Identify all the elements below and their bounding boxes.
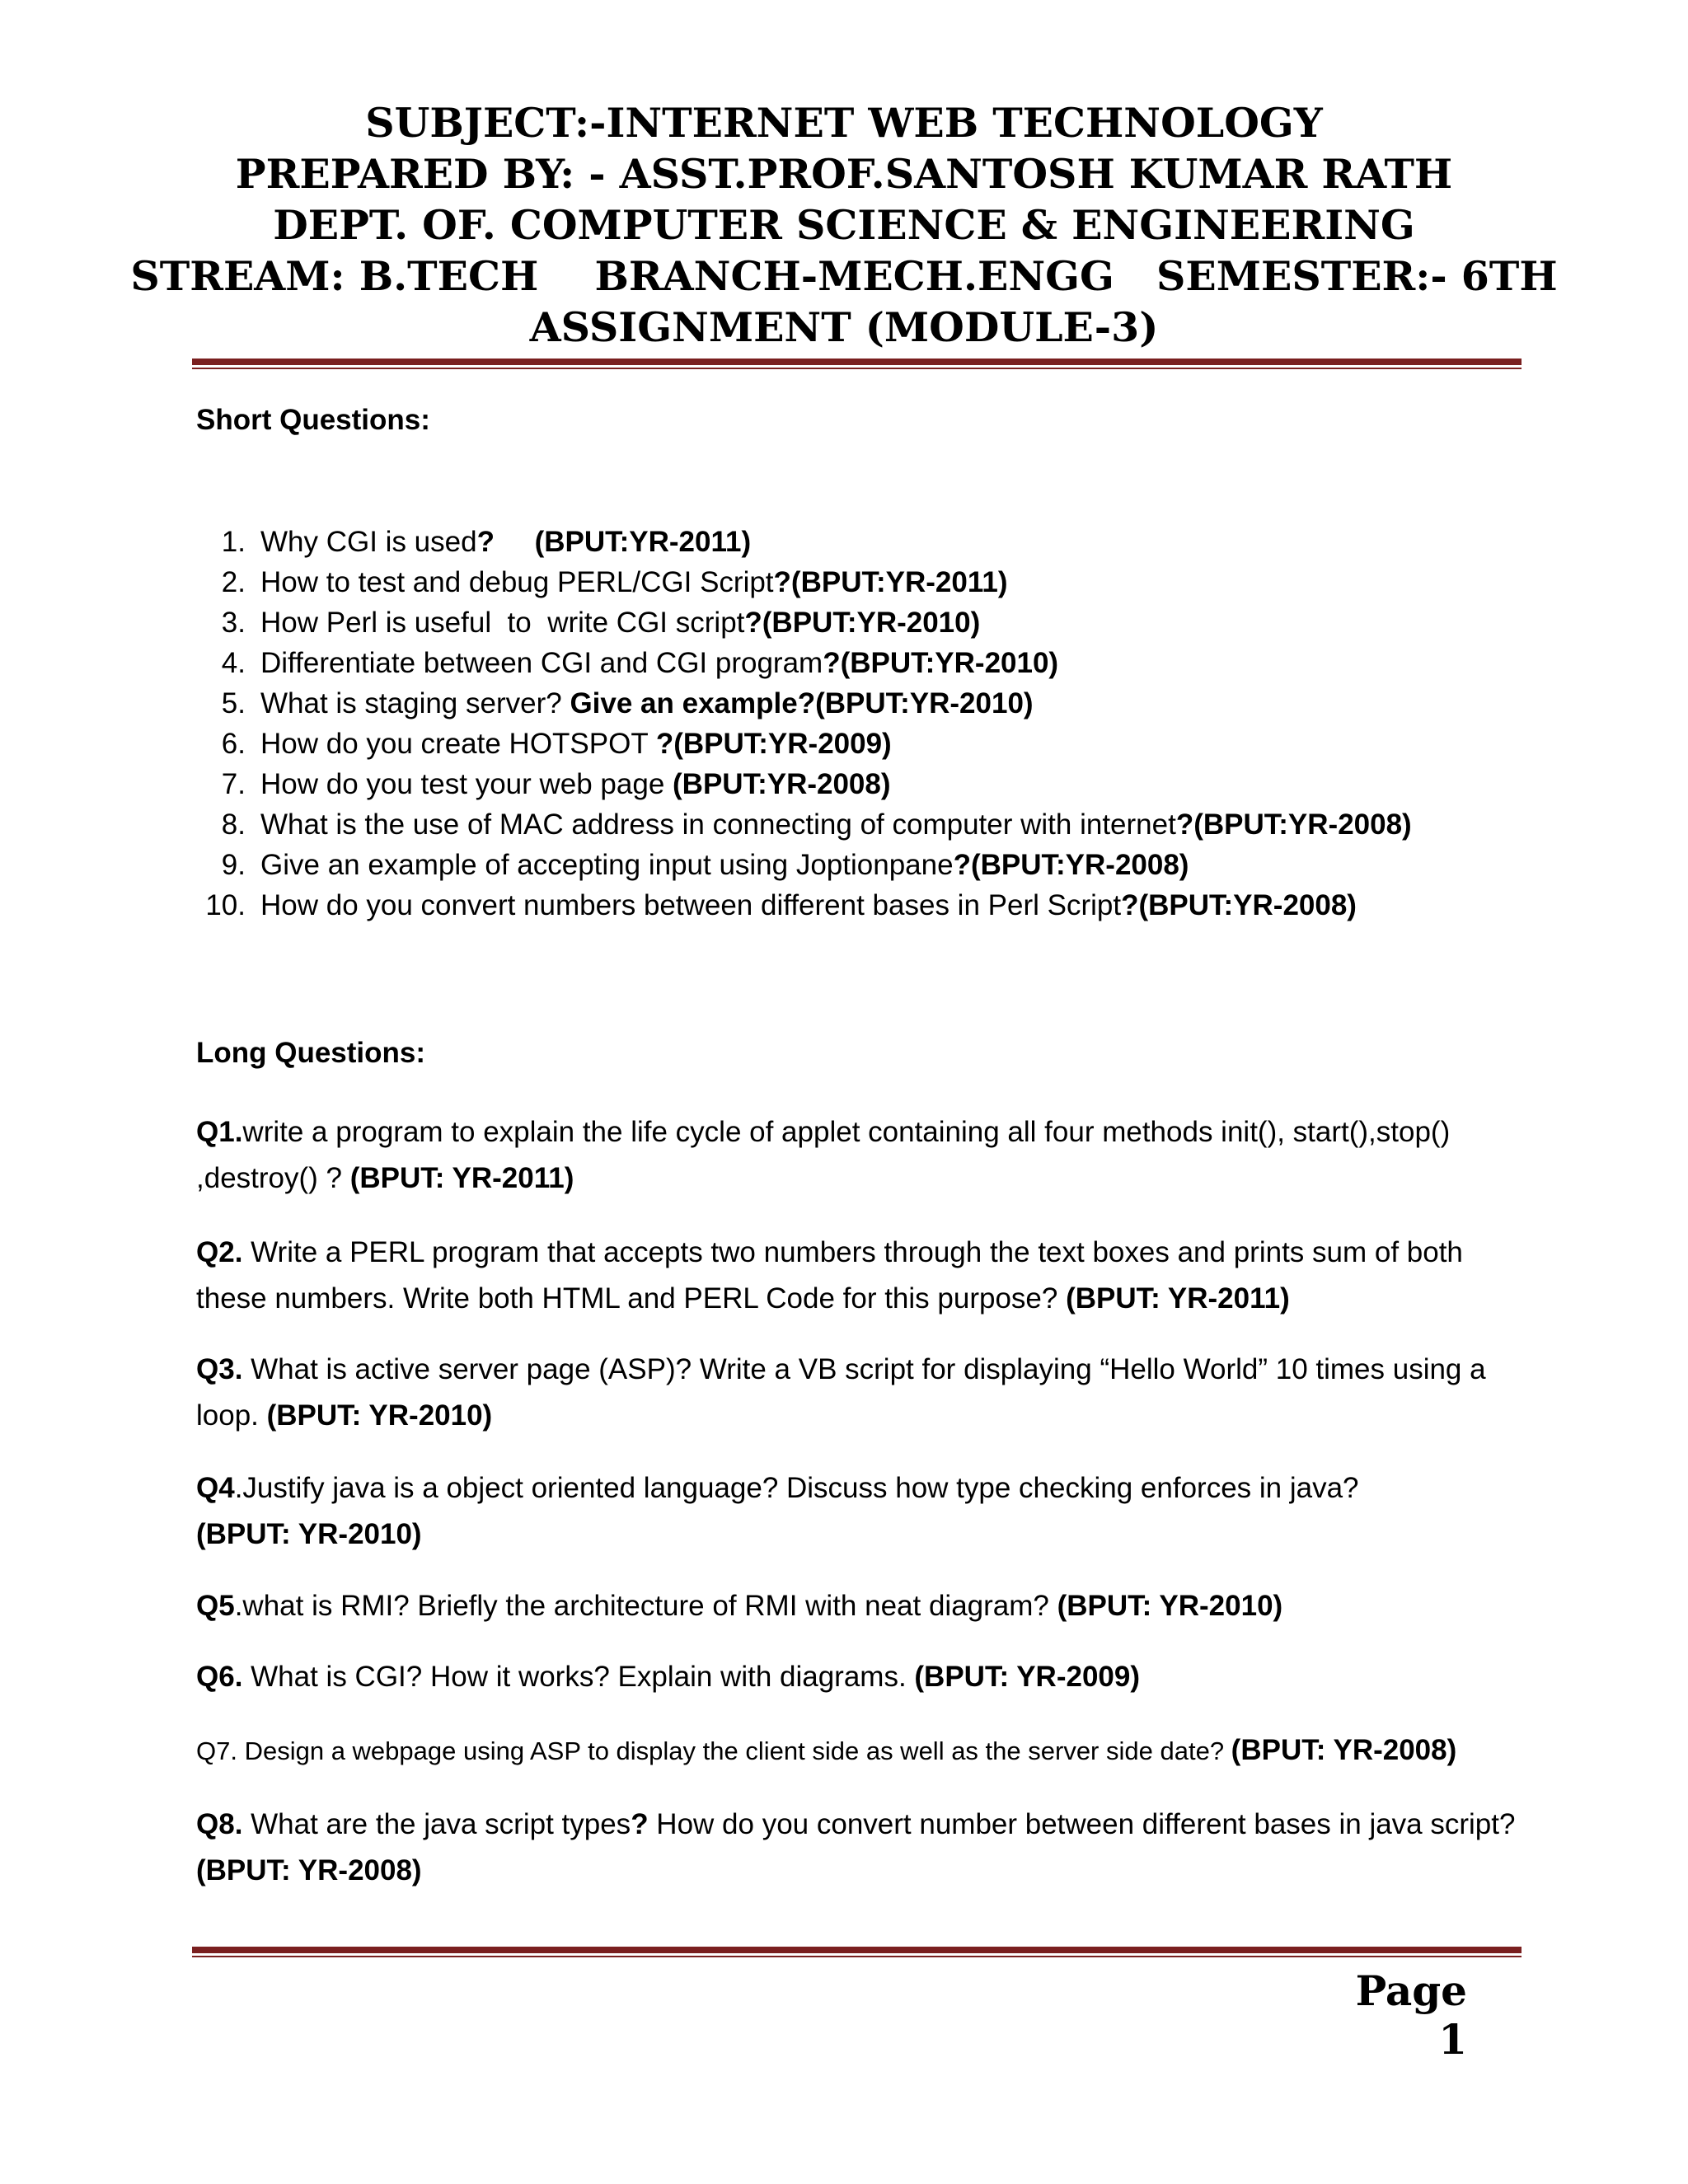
list-item: 10. How do you convert numbers between different bases in Perl Script?(BPUT:YR-2008) — [205, 889, 1357, 921]
document-header — [0, 97, 1688, 353]
long-questions-title: Long Questions: — [196, 1037, 426, 1069]
list-item: 6. How do you create HOTSPOT ?(BPUT:YR-2009) — [221, 728, 892, 760]
prepared-by-line: PREPARED BY: - ASST.PROF.SANTOSH KUMAR RATH — [235, 150, 1453, 198]
list-item: 9. Give an example of accepting input using Joptionpane?(BPUT:YR-2008) — [221, 849, 1189, 881]
long-question-5: Q5.what is RMI? Briefly the architecture of RMI with neat diagram? (BPUT: YR-2010) — [196, 1590, 1283, 1622]
list-item: 1. Why CGI is used? (BPUT:YR-2011) — [221, 526, 752, 558]
long-question-1: Q1.write a program to explain the life cycle of applet containing all four methods init(), start(),stop() ,destroy() ? (BPUT: YR-2011) — [196, 1116, 1451, 1194]
long-question-6: Q6. What is CGI? How it works? Explain with diagrams. (BPUT: YR-2009) — [196, 1661, 1140, 1693]
department-line: DEPT. OF. COMPUTER SCIENCE & ENGINEERING — [273, 201, 1415, 249]
list-item: 3. How Perl is useful to write CGI script?(BPUT:YR-2010) — [221, 607, 981, 639]
long-question-2: Q2. Write a PERL program that accepts two numbers through the text boxes and prints sum of both these numbers. Write both HTML and PERL Code for this purpose? (BPUT: YR-2011) — [196, 1236, 1463, 1315]
list-item: 2. How to test and debug PERL/CGI Script?(BPUT:YR-2011) — [221, 566, 1008, 598]
page-number: Page 1 — [1355, 1966, 1467, 2064]
list-item: 8. What is the use of MAC address in connecting of computer with internet?(BPUT:YR-2008) — [221, 808, 1412, 841]
short-questions-title: Short Questions: — [196, 404, 430, 436]
list-item: 7. How do you test your web page (BPUT:YR-2008) — [221, 768, 891, 800]
list-item: 5. What is staging server? Give an example?(BPUT:YR-2010) — [221, 687, 1034, 719]
footer-divider — [192, 1947, 1522, 1957]
long-question-4: Q4.Justify java is a object oriented language? Discuss how type checking enforces in java? (BPUT: YR-2010) — [196, 1472, 1359, 1550]
stream-line: STREAM: B.TECH BRANCH-MECH.ENGG SEMESTER:- 6TH — [130, 252, 1558, 300]
short-questions-list — [196, 522, 1412, 926]
subject-line: SUBJECT:-INTERNET WEB TECHNOLOGY — [365, 99, 1323, 147]
list-item: 4. Differentiate between CGI and CGI program?(BPUT:YR-2010) — [221, 647, 1059, 679]
header-divider — [192, 359, 1522, 369]
assignment-line: ASSIGNMENT (MODULE-3) — [529, 303, 1159, 351]
long-question-3: Q3. What is active server page (ASP)? Write a VB script for displaying “Hello World” 10 times using a loop. (BPUT: YR-2010) — [196, 1353, 1486, 1432]
long-question-8: Q8. What are the java script types? How do you convert number between different bases in java script? (BPUT: YR-2008) — [196, 1808, 1516, 1886]
long-question-7: Q7. Design a webpage using ASP to display the client side as well as the server side date? (BPUT: YR-2008) — [196, 1734, 1457, 1766]
